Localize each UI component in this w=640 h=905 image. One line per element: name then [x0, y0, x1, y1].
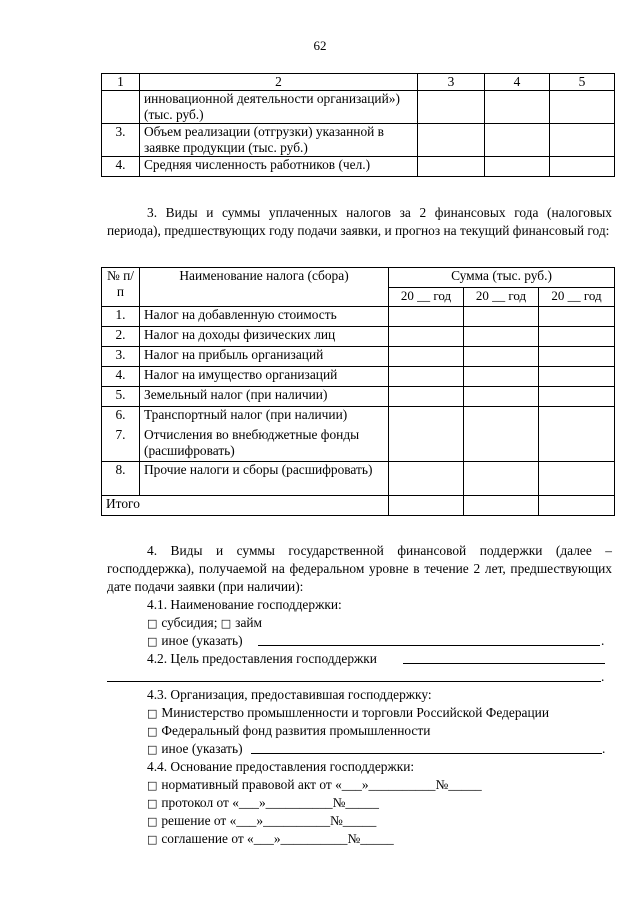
checkbox-icon[interactable]: □ [147, 635, 158, 648]
table-cell[interactable] [485, 91, 550, 124]
checkbox-icon[interactable]: □ [147, 797, 158, 810]
section-3-text: 3. Виды и суммы уплаченных налогов за 2 финансовых года (налоговых периода), предшествующих году подачи заявки, и прогноз на текущий финансовый год: [107, 205, 612, 238]
col-header-sum: Сумма (тыс. руб.) [389, 268, 615, 288]
row-label: Средняя численность работников (чел.) [140, 157, 418, 177]
org-option [147, 740, 243, 759]
row-number: 4. [102, 367, 140, 387]
basis-protocol: протокол от «___»__________№_____ [161, 795, 379, 810]
org-other: иное (указать) [161, 741, 243, 756]
indicators-table [101, 73, 615, 177]
col-number: 3 [418, 74, 485, 91]
row-number: 3. [102, 124, 140, 157]
section-4-4-heading: 4.4. Основание предоставления господдержки: [147, 759, 415, 774]
table-row [102, 347, 615, 367]
org-minpromtorg: Министерство промышленности и торговли Российской Федерации [161, 705, 550, 720]
basis-option [147, 812, 376, 831]
taxes-table [101, 267, 615, 516]
table-cell[interactable] [464, 367, 539, 387]
table-cell[interactable] [464, 407, 539, 462]
row-number-7: 7. [115, 427, 126, 442]
table-cell[interactable] [389, 407, 464, 462]
fill-line[interactable] [251, 753, 602, 754]
table-cell[interactable] [539, 462, 615, 496]
basis-option [147, 794, 379, 813]
row-number [102, 407, 140, 462]
row-number-6: 6. [115, 407, 126, 422]
col-header-year: 20 __ год [539, 288, 615, 307]
row-number [102, 91, 140, 124]
period: . [602, 741, 606, 756]
option-loan: займ [235, 615, 263, 630]
basis-decision: решение от «___»__________№_____ [161, 813, 377, 828]
section-4-1-heading: 4.1. Наименование господдержки: [147, 597, 342, 612]
org-option [147, 722, 430, 741]
table-cell[interactable] [550, 157, 615, 177]
support-other-line [147, 632, 243, 651]
page-number: 62 [313, 38, 327, 53]
table-cell[interactable] [464, 347, 539, 367]
table-cell[interactable] [464, 327, 539, 347]
table-row [102, 124, 615, 157]
checkbox-icon[interactable]: □ [147, 725, 158, 738]
table-cell[interactable] [389, 387, 464, 407]
table-row [102, 407, 615, 462]
table-cell[interactable] [485, 157, 550, 177]
basis-option [147, 776, 482, 795]
row-number: 2. [102, 327, 140, 347]
checkbox-icon[interactable]: □ [220, 617, 232, 630]
row-label: Объем реализации (отгрузки) указанной в заявке продукции (тыс. руб.) [140, 124, 418, 157]
table-row-total [102, 496, 615, 516]
table-cell[interactable] [464, 496, 539, 516]
table-cell[interactable] [389, 307, 464, 327]
org-frp: Федеральный фонд развития промышленности [161, 723, 431, 738]
checkbox-icon[interactable]: □ [147, 743, 158, 756]
col-number: 5 [550, 74, 615, 91]
checkbox-icon[interactable]: □ [147, 815, 158, 828]
row-label: Земельный налог (при наличии) [140, 387, 389, 407]
table-row [102, 91, 615, 124]
table-row [102, 157, 615, 177]
row-label: Налог на имущество организаций [140, 367, 389, 387]
basis-agreement: соглашение от «___»__________№_____ [161, 831, 394, 846]
table-cell[interactable] [485, 124, 550, 157]
table-cell[interactable] [539, 407, 615, 462]
row-number: 1. [102, 307, 140, 327]
row-label-6: Транспортный налог (при наличии) [144, 407, 348, 422]
option-subsidy: субсидия; [161, 615, 218, 630]
checkbox-icon[interactable]: □ [147, 833, 158, 846]
basis-normative-act: нормативный правовой акт от «___»__________№_____ [161, 777, 482, 792]
row-label: Налог на прибыль организаций [140, 347, 389, 367]
period: . [601, 669, 605, 684]
col-header-year: 20 __ год [464, 288, 539, 307]
table-header-row [102, 74, 615, 91]
table-cell[interactable] [464, 462, 539, 496]
row-label: Налог на доходы физических лиц [140, 327, 389, 347]
org-option [147, 704, 549, 723]
table-row [102, 367, 615, 387]
table-row [102, 327, 615, 347]
section-4-2-heading: 4.2. Цель предоставления господдержки [147, 651, 377, 666]
fill-line[interactable] [107, 681, 601, 682]
support-type-line [147, 614, 262, 633]
col-number: 2 [140, 74, 418, 91]
table-cell[interactable] [389, 496, 464, 516]
table-cell[interactable] [464, 307, 539, 327]
row-number: 4. [102, 157, 140, 177]
table-cell[interactable] [418, 157, 485, 177]
basis-option [147, 830, 394, 849]
section-4-text: 4. Виды и суммы государственной финансовой поддержки (далее – господдержка), получаемой на федеральном уровне в течение 2 лет, предшествующих дате подачи заявки (при наличии): [107, 543, 612, 594]
col-number: 1 [102, 74, 140, 91]
fill-line[interactable] [258, 645, 600, 646]
col-number: 4 [485, 74, 550, 91]
col-header-name: Наименование налога (сбора) [140, 268, 389, 307]
row-label [140, 407, 389, 462]
period: . [601, 633, 605, 648]
col-header-number: № п/п [102, 268, 140, 307]
table-cell[interactable] [539, 347, 615, 367]
table-cell[interactable] [539, 327, 615, 347]
checkbox-icon[interactable]: □ [147, 617, 158, 630]
col-header-year: 20 __ год [389, 288, 464, 307]
table-header-row [102, 268, 615, 288]
row-label: инновационной деятельности организаций») (тыс. руб.) [140, 91, 418, 124]
table-cell[interactable] [389, 462, 464, 496]
option-other: иное (указать) [161, 633, 243, 648]
table-cell[interactable] [550, 91, 615, 124]
table-cell[interactable] [389, 347, 464, 367]
table-cell[interactable] [539, 387, 615, 407]
table-cell[interactable] [539, 496, 615, 516]
checkbox-icon[interactable]: □ [147, 779, 158, 792]
fill-line[interactable] [403, 663, 605, 664]
row-number: 5. [102, 387, 140, 407]
row-label: Прочие налоги и сборы (расшифровать) [140, 462, 389, 496]
table-cell[interactable] [418, 91, 485, 124]
row-label-7: Отчисления во внебюджетные фонды (расшифровать) [144, 427, 360, 458]
table-cell[interactable] [464, 387, 539, 407]
section-4-3-heading: 4.3. Организация, предоставившая господдержку: [147, 687, 432, 702]
table-cell[interactable] [389, 367, 464, 387]
total-label: Итого [102, 496, 389, 516]
row-number: 3. [102, 347, 140, 367]
checkbox-icon[interactable]: □ [147, 707, 158, 720]
table-cell[interactable] [418, 124, 485, 157]
table-cell[interactable] [550, 124, 615, 157]
table-row [102, 387, 615, 407]
table-row [102, 462, 615, 496]
row-label: Налог на добавленную стоимость [140, 307, 389, 327]
row-number: 8. [102, 462, 140, 496]
table-cell[interactable] [539, 367, 615, 387]
table-cell[interactable] [389, 327, 464, 347]
table-cell[interactable] [539, 307, 615, 327]
table-row [102, 307, 615, 327]
